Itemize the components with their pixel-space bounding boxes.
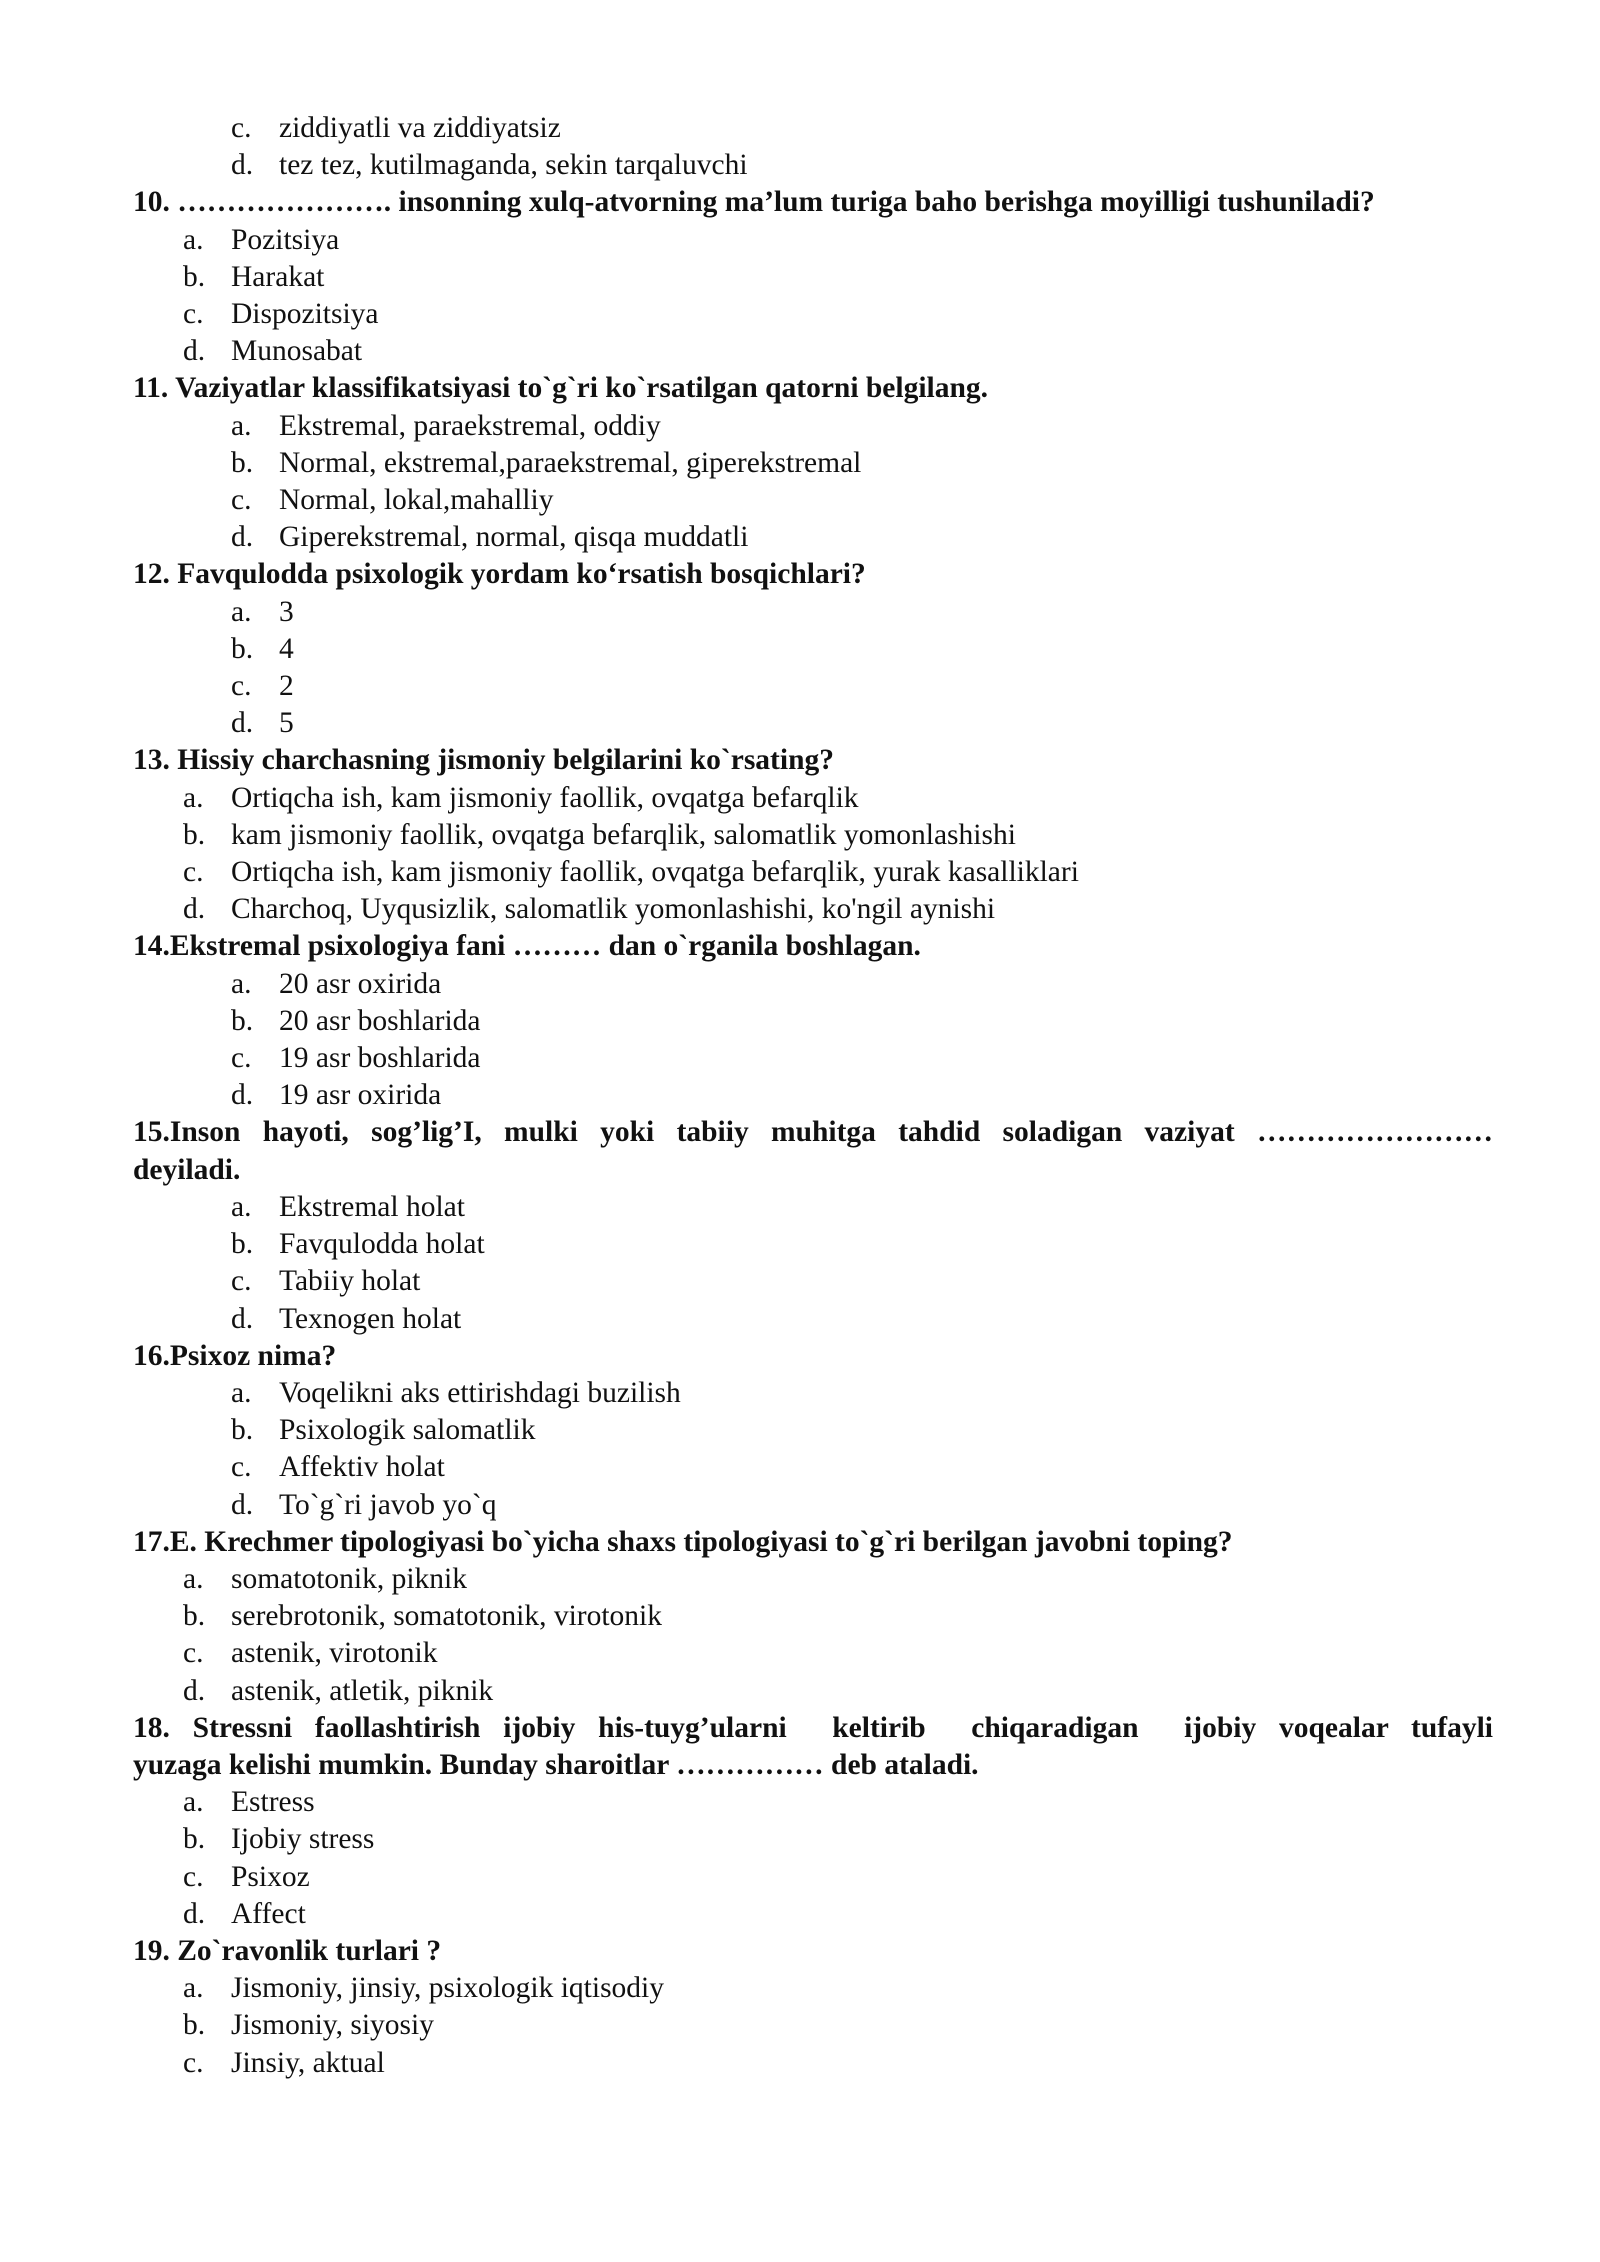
list-item bbox=[133, 1970, 1493, 2007]
list-item bbox=[133, 1784, 1493, 1821]
option-letter: c. bbox=[231, 670, 252, 703]
option-text: 5 bbox=[279, 707, 294, 740]
option-text: To`g`ri javob yo`q bbox=[279, 1488, 497, 1521]
list-item bbox=[133, 1673, 1493, 1710]
option-text: Texnogen holat bbox=[279, 1302, 462, 1335]
list-item bbox=[133, 1561, 1493, 1598]
option-letter: c. bbox=[183, 1637, 204, 1670]
option-text: Ortiqcha ish, kam jismoniy faollik, ovqatga befarqlik bbox=[231, 781, 859, 814]
document-page bbox=[133, 110, 1493, 2082]
option-letter: c. bbox=[231, 1042, 252, 1075]
list-item bbox=[133, 222, 1493, 259]
question-15-title-line-1: 15.Inson hayoti, sog’lig’I, mulki yoki tabiiy muhitga tahdid soladigan vaziyat …………………… bbox=[133, 1116, 1493, 1149]
option-text: Normal, lokal,mahalliy bbox=[279, 484, 554, 517]
option-text: Dispozitsiya bbox=[231, 298, 379, 331]
question-12-title: 12. Favqulodda psixologik yordam ko‘rsatish bosqichlari? bbox=[133, 558, 866, 591]
option-letter: a. bbox=[231, 967, 252, 1000]
option-letter: d. bbox=[183, 1897, 206, 1930]
list-item bbox=[133, 1859, 1493, 1896]
list-item bbox=[133, 1077, 1493, 1114]
list-item bbox=[133, 519, 1493, 556]
option-text: Ijobiy stress bbox=[231, 1823, 375, 1856]
option-text: Affektiv holat bbox=[279, 1451, 445, 1484]
question-14-title: 14.Ekstremal psixologiya fani ……… dan o`rganila boshlagan. bbox=[133, 930, 921, 963]
list-item bbox=[133, 1896, 1493, 1933]
option-text: 20 asr boshlarida bbox=[279, 1004, 481, 1037]
list-item bbox=[133, 1189, 1493, 1226]
option-text: Jinsiy, aktual bbox=[231, 2046, 385, 2079]
question-17-title: 17.E. Krechmer tipologiyasi bo`yicha shaxs tipologiyasi to`g`ri berilgan javobni toping? bbox=[133, 1525, 1233, 1558]
option-text: Jismoniy, siyosiy bbox=[231, 2009, 434, 2042]
option-letter: a. bbox=[231, 1190, 252, 1223]
list-item bbox=[133, 891, 1493, 928]
option-letter: c. bbox=[231, 1451, 252, 1484]
list-item bbox=[133, 1598, 1493, 1635]
option-letter: d. bbox=[231, 149, 254, 182]
list-item bbox=[133, 780, 1493, 817]
list-item bbox=[133, 1003, 1493, 1040]
option-text: Munosabat bbox=[231, 335, 363, 368]
list-item bbox=[133, 854, 1493, 891]
list-item bbox=[133, 966, 1493, 1003]
option-letter: c. bbox=[231, 112, 252, 144]
option-letter: a. bbox=[231, 409, 252, 442]
question-15-title-line-2: deyiladi. bbox=[133, 1153, 241, 1186]
list-item bbox=[133, 668, 1493, 705]
option-letter: d. bbox=[231, 1302, 254, 1335]
list-item bbox=[133, 1226, 1493, 1263]
list-item bbox=[133, 1263, 1493, 1300]
option-text: Giperekstremal, normal, qisqa muddatli bbox=[279, 521, 749, 554]
option-letter: b. bbox=[183, 2009, 206, 2042]
option-text: Voqelikni aks ettirishdagi buzilish bbox=[279, 1376, 681, 1409]
list-item bbox=[133, 259, 1493, 296]
option-letter: c. bbox=[183, 856, 204, 889]
option-text: 3 bbox=[279, 595, 294, 628]
list-item bbox=[133, 631, 1493, 668]
option-text: Ekstremal, paraekstremal, oddiy bbox=[279, 409, 661, 442]
question-13-title: 13. Hissiy charchasning jismoniy belgilarini ko`rsating? bbox=[133, 744, 834, 777]
option-letter: a. bbox=[183, 223, 204, 256]
list-item bbox=[133, 1821, 1493, 1858]
option-text: ziddiyatli va ziddiyatsiz bbox=[279, 112, 561, 144]
question-19-title: 19. Zo`ravonlik turlari ? bbox=[133, 1934, 442, 1967]
list-item bbox=[133, 1487, 1493, 1524]
option-text: Affect bbox=[231, 1897, 306, 1930]
option-letter: b. bbox=[231, 446, 254, 479]
option-letter: b. bbox=[183, 1600, 206, 1633]
option-text: Charchoq, Uyqusizlik, salomatlik yomonlashishi, ko'ngil aynishi bbox=[231, 893, 996, 926]
option-text: Ortiqcha ish, kam jismoniy faollik, ovqatga befarqlik, yurak kasalliklari bbox=[231, 856, 1079, 889]
option-letter: d. bbox=[183, 1674, 206, 1707]
option-text: Estress bbox=[231, 1786, 315, 1819]
list-item bbox=[133, 296, 1493, 333]
option-text: kam jismoniy faollik, ovqatga befarqlik, salomatlik yomonlashishi bbox=[231, 818, 1016, 851]
option-letter: a. bbox=[231, 1376, 252, 1409]
option-letter: a. bbox=[183, 1562, 204, 1595]
option-text: astenik, atletik, piknik bbox=[231, 1674, 494, 1707]
question-16-title: 16.Psixoz nima? bbox=[133, 1339, 337, 1372]
list-item bbox=[133, 1449, 1493, 1486]
option-text: Ekstremal holat bbox=[279, 1190, 465, 1223]
option-letter: d. bbox=[231, 1079, 254, 1112]
option-text: 2 bbox=[279, 670, 294, 703]
option-text: serebrotonik, somatotonik, virotonik bbox=[231, 1600, 662, 1633]
option-letter: d. bbox=[183, 335, 206, 368]
option-letter: c. bbox=[183, 298, 204, 331]
option-text: Psixoz bbox=[231, 1860, 310, 1893]
option-text: astenik, virotonik bbox=[231, 1637, 438, 1670]
list-item bbox=[133, 445, 1493, 482]
list-item bbox=[133, 147, 1493, 184]
option-text: tez tez, kutilmaganda, sekin tarqaluvchi bbox=[279, 149, 748, 182]
list-item bbox=[133, 1375, 1493, 1412]
list-item bbox=[133, 2045, 1493, 2082]
question-18-title-line-1: 18. Stressni faollashtirish ijobiy his-tuyg’ularni keltirib chiqaradigan ijobiy voqealar tufayli bbox=[133, 1711, 1493, 1744]
question-10-title: 10. …………………. insonning xulq-atvorning ma’lum turiga baho berishga moyilligi tushuniladi? bbox=[133, 186, 1375, 219]
option-letter: d. bbox=[231, 1488, 254, 1521]
option-text: Harakat bbox=[231, 260, 325, 293]
list-item bbox=[133, 333, 1493, 370]
list-item bbox=[133, 110, 1493, 147]
option-text: somatotonik, piknik bbox=[231, 1562, 467, 1595]
option-text: Tabiiy holat bbox=[279, 1265, 421, 1298]
option-letter: a. bbox=[183, 1972, 204, 2005]
list-item bbox=[133, 817, 1493, 854]
list-item bbox=[133, 1301, 1493, 1338]
option-letter: d. bbox=[183, 893, 206, 926]
list-item bbox=[133, 594, 1493, 631]
option-letter: a. bbox=[183, 781, 204, 814]
option-letter: d. bbox=[231, 707, 254, 740]
list-item bbox=[133, 705, 1493, 742]
question-11-title: 11. Vaziyatlar klassifikatsiyasi to`g`ri ko`rsatilgan qatorni belgilang. bbox=[133, 372, 989, 405]
list-item bbox=[133, 1412, 1493, 1449]
option-letter: a. bbox=[231, 595, 252, 628]
option-text: Pozitsiya bbox=[231, 223, 340, 256]
option-letter: b. bbox=[183, 1823, 206, 1856]
option-text: Favqulodda holat bbox=[279, 1228, 485, 1261]
option-text: 4 bbox=[279, 632, 294, 665]
option-letter: b. bbox=[183, 260, 206, 293]
option-letter: b. bbox=[231, 1004, 254, 1037]
option-text: 19 asr oxirida bbox=[279, 1079, 442, 1112]
option-letter: b. bbox=[183, 818, 206, 851]
option-text: Normal, ekstremal,paraekstremal, giperekstremal bbox=[279, 446, 862, 479]
option-letter: c. bbox=[231, 1265, 252, 1298]
option-letter: c. bbox=[183, 2046, 204, 2079]
option-letter: b. bbox=[231, 1228, 254, 1261]
list-item bbox=[133, 482, 1493, 519]
option-letter: c. bbox=[231, 484, 252, 517]
option-letter: b. bbox=[231, 1414, 254, 1447]
option-letter: c. bbox=[183, 1860, 204, 1893]
list-item bbox=[133, 1635, 1493, 1672]
option-letter: a. bbox=[183, 1786, 204, 1819]
option-text: 19 asr boshlarida bbox=[279, 1042, 481, 1075]
list-item bbox=[133, 1040, 1493, 1077]
option-letter: d. bbox=[231, 521, 254, 554]
list-item bbox=[133, 2007, 1493, 2044]
list-item bbox=[133, 408, 1493, 445]
option-text: Psixologik salomatlik bbox=[279, 1414, 536, 1447]
question-18-title-line-2: yuzaga kelishi mumkin. Bunday sharoitlar …………… deb ataladi. bbox=[133, 1748, 979, 1781]
option-text: 20 asr oxirida bbox=[279, 967, 442, 1000]
option-text: Jismoniy, jinsiy, psixologik iqtisodiy bbox=[231, 1972, 664, 2005]
option-letter: b. bbox=[231, 632, 254, 665]
